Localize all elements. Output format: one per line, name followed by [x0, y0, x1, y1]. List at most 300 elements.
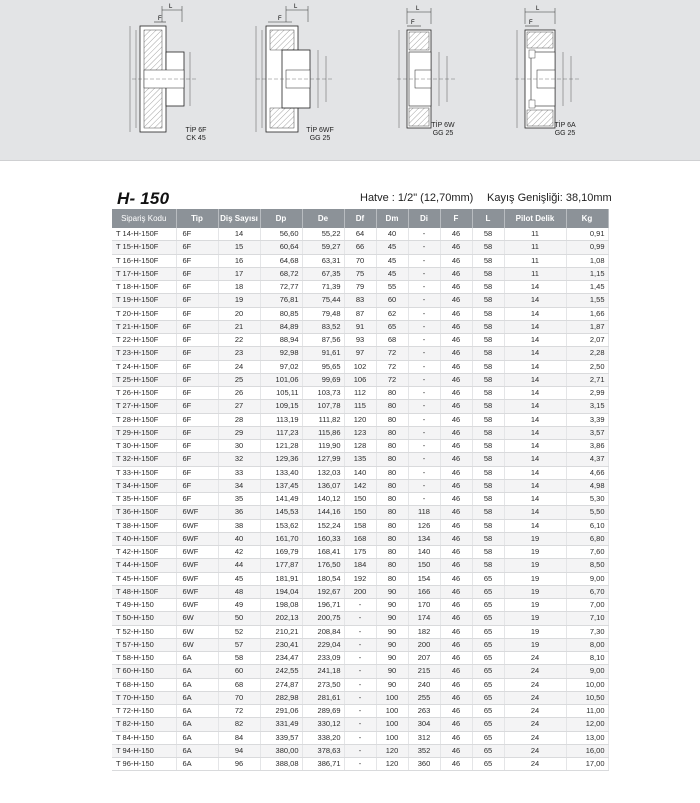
table-cell: T 20-H-150F — [112, 307, 176, 320]
table-cell: 46 — [440, 387, 472, 400]
column-header: Sipariş Kodu — [112, 209, 176, 228]
table-cell: 202,13 — [260, 612, 302, 625]
table-cell: 58 — [472, 479, 504, 492]
type-label: TİP 6F — [185, 127, 207, 134]
table-cell: 84 — [218, 731, 260, 744]
table-cell: 24 — [504, 718, 566, 731]
table-cell: 6,80 — [566, 532, 608, 545]
table-cell: 46 — [440, 612, 472, 625]
table-cell: 46 — [440, 440, 472, 453]
table-cell: 64 — [344, 228, 376, 241]
table-cell: 338,20 — [302, 731, 344, 744]
table-cell: 14 — [504, 360, 566, 373]
table-cell: 4,66 — [566, 466, 608, 479]
table-cell: 6A — [176, 705, 218, 718]
table-cell: 90 — [376, 625, 408, 638]
table-cell: 46 — [440, 758, 472, 771]
table-cell: 6F — [176, 281, 218, 294]
diagram-type-6f — [118, 0, 208, 150]
table-cell: 66 — [344, 241, 376, 254]
material-label: GG 25 — [309, 135, 331, 142]
table-cell: 14 — [504, 506, 566, 519]
column-header: Kg — [566, 209, 608, 228]
table-cell: 161,70 — [260, 532, 302, 545]
table-cell: - — [408, 387, 440, 400]
table-cell: 134 — [408, 532, 440, 545]
table-cell: T 44-H-150F — [112, 559, 176, 572]
table-cell: 14 — [504, 479, 566, 492]
table-cell: 8,50 — [566, 559, 608, 572]
table-cell: 107,78 — [302, 400, 344, 413]
table-cell: 80 — [376, 413, 408, 426]
table-cell: T 52-H-150 — [112, 625, 176, 638]
table-cell: 150 — [344, 493, 376, 506]
table-cell: 2,07 — [566, 334, 608, 347]
table-cell: - — [344, 758, 376, 771]
table-cell: 255 — [408, 691, 440, 704]
table-cell: 80 — [376, 387, 408, 400]
table-cell: 2,28 — [566, 347, 608, 360]
table-cell: 158 — [344, 519, 376, 532]
table-cell: 6F — [176, 294, 218, 307]
table-cell: 100 — [376, 731, 408, 744]
table-cell: 75,44 — [302, 294, 344, 307]
table-cell: 45 — [376, 267, 408, 280]
table-cell: 44 — [218, 559, 260, 572]
table-cell: 6F — [176, 493, 218, 506]
table-cell: 30 — [218, 440, 260, 453]
table-cell: T 30-H-150F — [112, 440, 176, 453]
table-cell: 60 — [218, 665, 260, 678]
table-cell: 6F — [176, 307, 218, 320]
column-header: Dm — [376, 209, 408, 228]
table-cell: - — [408, 241, 440, 254]
table-cell: 46 — [440, 400, 472, 413]
table-cell: T 50-H-150 — [112, 612, 176, 625]
table-cell: 111,82 — [302, 413, 344, 426]
table-cell: 9,00 — [566, 572, 608, 585]
table-cell: 129,36 — [260, 453, 302, 466]
table-row — [112, 559, 608, 572]
table-cell: T 72-H-150 — [112, 705, 176, 718]
table-cell: 6WF — [176, 559, 218, 572]
table-cell: 46 — [440, 373, 472, 386]
table-cell: 60 — [376, 294, 408, 307]
table-cell: - — [408, 479, 440, 492]
table-cell: 80 — [376, 506, 408, 519]
table-cell: 14 — [218, 228, 260, 241]
diagram-type-6wf — [246, 0, 346, 150]
table-row — [112, 625, 608, 638]
table-cell: 168,41 — [302, 546, 344, 559]
table-cell: 14 — [504, 373, 566, 386]
l-label: L — [536, 6, 540, 12]
table-cell: 72 — [218, 705, 260, 718]
table-cell: 17 — [218, 267, 260, 280]
table-cell: 119,90 — [302, 440, 344, 453]
table-cell: 80 — [376, 400, 408, 413]
table-header-row — [112, 209, 608, 228]
table-cell: 169,79 — [260, 546, 302, 559]
table-row — [112, 718, 608, 731]
table-cell: 7,60 — [566, 546, 608, 559]
table-cell: - — [344, 705, 376, 718]
table-cell: 91 — [344, 320, 376, 333]
table-cell: 95,65 — [302, 360, 344, 373]
table-cell: 3,15 — [566, 400, 608, 413]
diagram-type-6a — [505, 0, 605, 150]
table-cell: 21 — [218, 320, 260, 333]
table-cell: 113,19 — [260, 413, 302, 426]
table-cell: 46 — [440, 254, 472, 267]
table-cell: 46 — [440, 744, 472, 757]
f-label: F — [411, 20, 415, 26]
table-cell: 105,11 — [260, 387, 302, 400]
table-cell: - — [344, 731, 376, 744]
table-cell: 28 — [218, 413, 260, 426]
table-cell: 6F — [176, 466, 218, 479]
table-cell: 80 — [376, 466, 408, 479]
table-row — [112, 479, 608, 492]
table-cell: 1,87 — [566, 320, 608, 333]
table-cell: 24 — [504, 731, 566, 744]
table-cell: 97 — [344, 347, 376, 360]
table-cell: 19 — [504, 572, 566, 585]
table-cell: 10,00 — [566, 678, 608, 691]
table-cell: 46 — [440, 320, 472, 333]
table-row — [112, 453, 608, 466]
table-cell: 46 — [440, 519, 472, 532]
table-cell: 65 — [472, 744, 504, 757]
table-cell: 48 — [218, 585, 260, 598]
table-cell: 46 — [440, 426, 472, 439]
table-cell: 97,02 — [260, 360, 302, 373]
table-row — [112, 652, 608, 665]
table-cell: T 40-H-150F — [112, 532, 176, 545]
table-cell: 100 — [376, 705, 408, 718]
table-cell: 100 — [376, 718, 408, 731]
table-cell: T 48-H-150F — [112, 585, 176, 598]
table-cell: 46 — [440, 506, 472, 519]
table-cell: 304 — [408, 718, 440, 731]
table-cell: 200,75 — [302, 612, 344, 625]
table-cell: 58 — [472, 426, 504, 439]
table-cell: 7,10 — [566, 612, 608, 625]
table-cell: - — [408, 440, 440, 453]
table-cell: 58 — [472, 466, 504, 479]
l-label: L — [169, 4, 173, 10]
table-row — [112, 320, 608, 333]
table-cell: 70 — [344, 254, 376, 267]
table-row — [112, 731, 608, 744]
table-cell: 106 — [344, 373, 376, 386]
table-cell: 65 — [472, 731, 504, 744]
table-cell: - — [408, 267, 440, 280]
table-cell: 17,00 — [566, 758, 608, 771]
table-cell: 65 — [472, 691, 504, 704]
table-row — [112, 228, 608, 241]
table-cell: 58 — [472, 506, 504, 519]
table-cell: 144,16 — [302, 506, 344, 519]
table-cell: 24 — [504, 744, 566, 757]
table-cell: 200 — [344, 585, 376, 598]
table-cell: 6W — [176, 638, 218, 651]
table-cell: 112 — [344, 387, 376, 400]
table-row — [112, 400, 608, 413]
table-cell: 46 — [440, 731, 472, 744]
table-cell: 2,50 — [566, 360, 608, 373]
table-cell: 79 — [344, 281, 376, 294]
table-cell: 14 — [504, 466, 566, 479]
table-cell: 71,39 — [302, 281, 344, 294]
table-cell: 312 — [408, 731, 440, 744]
table-cell: 2,99 — [566, 387, 608, 400]
table-cell: 14 — [504, 294, 566, 307]
table-cell: 14 — [504, 281, 566, 294]
table-cell: T 68-H-150 — [112, 678, 176, 691]
table-cell: 46 — [440, 678, 472, 691]
table-cell: 194,04 — [260, 585, 302, 598]
table-cell: 12,00 — [566, 718, 608, 731]
table-cell: 140 — [408, 546, 440, 559]
table-cell: 65 — [472, 678, 504, 691]
diagram-caption — [535, 122, 595, 138]
column-header: Diş Sayısı — [218, 209, 260, 228]
table-cell: 83 — [344, 294, 376, 307]
table-cell: 46 — [440, 466, 472, 479]
diagram-caption — [290, 127, 350, 143]
table-cell: T 21-H-150F — [112, 320, 176, 333]
table-cell: 65 — [472, 718, 504, 731]
table-cell: 36 — [218, 506, 260, 519]
table-cell: 16 — [218, 254, 260, 267]
table-row — [112, 307, 608, 320]
table-cell: 24 — [504, 691, 566, 704]
table-cell: - — [408, 294, 440, 307]
table-cell: 58 — [472, 307, 504, 320]
table-cell: 281,61 — [302, 691, 344, 704]
table-cell: 80 — [376, 426, 408, 439]
table-cell: 19 — [504, 546, 566, 559]
table-cell: 378,63 — [302, 744, 344, 757]
table-cell: 6A — [176, 718, 218, 731]
table-cell: 101,06 — [260, 373, 302, 386]
table-cell: 46 — [440, 665, 472, 678]
material-label: GG 25 — [554, 130, 576, 137]
table-cell: 120 — [376, 744, 408, 757]
table-cell: 40 — [376, 228, 408, 241]
table-cell: 6WF — [176, 599, 218, 612]
table-cell: 46 — [440, 572, 472, 585]
column-header: L — [472, 209, 504, 228]
material-label: GG 25 — [432, 130, 454, 137]
table-cell: 87,56 — [302, 334, 344, 347]
table-cell: 6WF — [176, 572, 218, 585]
table-cell: 140,12 — [302, 493, 344, 506]
table-cell: 121,28 — [260, 440, 302, 453]
table-cell: 46 — [440, 625, 472, 638]
table-row — [112, 334, 608, 347]
table-cell: 46 — [440, 705, 472, 718]
table-cell: T 16-H-150F — [112, 254, 176, 267]
table-cell: 136,07 — [302, 479, 344, 492]
table-cell: 46 — [440, 718, 472, 731]
table-row — [112, 519, 608, 532]
table-cell: 46 — [440, 546, 472, 559]
table-cell: 291,06 — [260, 705, 302, 718]
table-cell: 123 — [344, 426, 376, 439]
table-cell: 380,00 — [260, 744, 302, 757]
table-cell: 58 — [472, 320, 504, 333]
table-cell: 229,04 — [302, 638, 344, 651]
table-cell: 68,72 — [260, 267, 302, 280]
table-cell: 76,81 — [260, 294, 302, 307]
table-cell: 14 — [504, 347, 566, 360]
table-cell: 45 — [376, 254, 408, 267]
table-cell: 6F — [176, 387, 218, 400]
table-cell: 46 — [440, 347, 472, 360]
table-cell: 46 — [440, 638, 472, 651]
table-row — [112, 532, 608, 545]
table-cell: 57 — [218, 638, 260, 651]
table-cell: 58 — [472, 546, 504, 559]
table-cell: - — [408, 334, 440, 347]
table-row — [112, 493, 608, 506]
table-cell: 52 — [218, 625, 260, 638]
table-cell: 19 — [218, 294, 260, 307]
table-row — [112, 546, 608, 559]
table-cell: - — [344, 744, 376, 757]
table-row — [112, 572, 608, 585]
table-cell: T 18-H-150F — [112, 281, 176, 294]
table-cell: 6F — [176, 241, 218, 254]
table-cell: 6WF — [176, 585, 218, 598]
table-cell: 19 — [504, 612, 566, 625]
table-cell: 330,12 — [302, 718, 344, 731]
table-cell: 58 — [472, 267, 504, 280]
table-cell: 18 — [218, 281, 260, 294]
table-cell: 14 — [504, 307, 566, 320]
table-cell: - — [408, 413, 440, 426]
table-row — [112, 599, 608, 612]
table-cell: 207 — [408, 652, 440, 665]
table-cell: 1,45 — [566, 281, 608, 294]
table-cell: 58 — [472, 347, 504, 360]
table-cell: 215 — [408, 665, 440, 678]
table-cell: 208,84 — [302, 625, 344, 638]
table-cell: 2,71 — [566, 373, 608, 386]
table-cell: - — [408, 400, 440, 413]
table-cell: T 23-H-150F — [112, 347, 176, 360]
table-cell: 10,50 — [566, 691, 608, 704]
table-cell: 46 — [440, 599, 472, 612]
table-cell: T 28-H-150F — [112, 413, 176, 426]
table-cell: 90 — [376, 585, 408, 598]
table-cell: 58 — [472, 254, 504, 267]
table-row — [112, 585, 608, 598]
table-cell: 96 — [218, 758, 260, 771]
table-cell: 58 — [472, 241, 504, 254]
table-cell: 230,41 — [260, 638, 302, 651]
table-cell: 6F — [176, 254, 218, 267]
table-cell: 100 — [376, 691, 408, 704]
table-cell: 58 — [218, 652, 260, 665]
table-cell: 58 — [472, 493, 504, 506]
table-cell: 24 — [504, 758, 566, 771]
table-cell: 64,68 — [260, 254, 302, 267]
table-cell: 65 — [472, 572, 504, 585]
table-cell: 46 — [440, 691, 472, 704]
table-cell: 58 — [472, 360, 504, 373]
table-cell: 80 — [376, 453, 408, 466]
diagram-caption — [413, 122, 473, 138]
table-cell: 4,37 — [566, 453, 608, 466]
table-cell: - — [408, 307, 440, 320]
table-cell: 273,50 — [302, 678, 344, 691]
table-cell: 19 — [504, 585, 566, 598]
table-cell: T 32-H-150F — [112, 453, 176, 466]
type-label: TİP 6WF — [306, 127, 334, 134]
table-cell: 65 — [472, 599, 504, 612]
table-cell: - — [408, 493, 440, 506]
table-cell: 6WF — [176, 506, 218, 519]
table-cell: 19 — [504, 532, 566, 545]
table-cell: 13,00 — [566, 731, 608, 744]
table-cell: 192 — [344, 572, 376, 585]
table-cell: 46 — [440, 307, 472, 320]
table-cell: T 49-H-150 — [112, 599, 176, 612]
table-cell: 88,94 — [260, 334, 302, 347]
table-row — [112, 347, 608, 360]
table-cell: 1,15 — [566, 267, 608, 280]
table-row — [112, 678, 608, 691]
table-cell: 6,70 — [566, 585, 608, 598]
table-cell: 174 — [408, 612, 440, 625]
table-cell: 128 — [344, 440, 376, 453]
table-cell: 58 — [472, 334, 504, 347]
table-cell: 40 — [218, 532, 260, 545]
table-cell: T 36-H-150F — [112, 506, 176, 519]
table-cell: 5,30 — [566, 493, 608, 506]
column-header: Tip — [176, 209, 218, 228]
table-cell: 3,57 — [566, 426, 608, 439]
table-cell: 6F — [176, 400, 218, 413]
table-cell: 72 — [376, 373, 408, 386]
table-cell: 72 — [376, 347, 408, 360]
table-cell: 6,10 — [566, 519, 608, 532]
table-cell: 11 — [504, 228, 566, 241]
table-cell: T 84-H-150 — [112, 731, 176, 744]
table-cell: 80 — [376, 559, 408, 572]
table-row — [112, 506, 608, 519]
table-cell: T 15-H-150F — [112, 241, 176, 254]
table-cell: 6F — [176, 440, 218, 453]
table-cell: 46 — [440, 334, 472, 347]
table-row — [112, 466, 608, 479]
type-label: TİP 6A — [554, 122, 576, 129]
column-header: Di — [408, 209, 440, 228]
table-cell: 177,87 — [260, 559, 302, 572]
table-cell: 90 — [376, 665, 408, 678]
table-cell: 16,00 — [566, 744, 608, 757]
table-cell: 160,33 — [302, 532, 344, 545]
table-cell: 109,15 — [260, 400, 302, 413]
table-cell: 14 — [504, 400, 566, 413]
column-header: Df — [344, 209, 376, 228]
table-cell: 127,99 — [302, 453, 344, 466]
table-cell: 126 — [408, 519, 440, 532]
table-body — [112, 228, 608, 771]
